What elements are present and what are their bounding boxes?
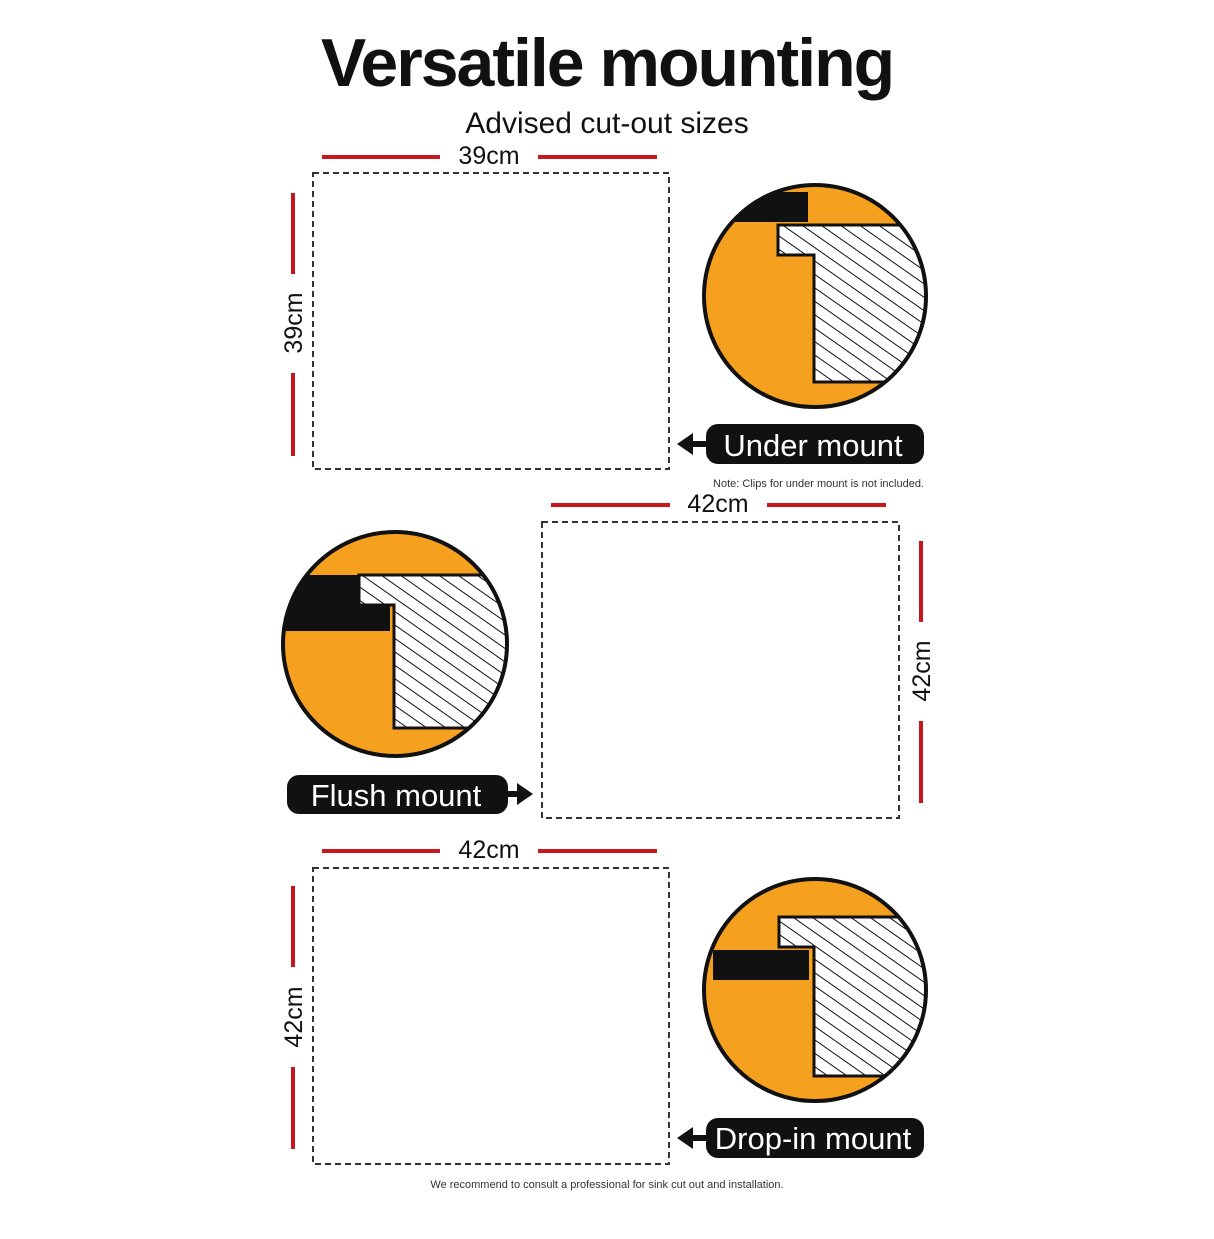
dropin-mount-detail-icon	[704, 879, 935, 1101]
height-dimension-label: 39cm	[280, 292, 308, 354]
flush-mount-section	[275, 490, 936, 818]
height-dimension-label: 42cm	[280, 986, 308, 1048]
dropin-mount-label-tag	[677, 1118, 924, 1158]
under-mount-section	[280, 142, 935, 490]
cut-out-outline	[313, 868, 669, 1164]
width-dimension-label: 42cm	[458, 836, 520, 864]
under-mount-label: Under mount	[723, 428, 903, 463]
page-title: Versatile mounting	[320, 25, 894, 101]
under-mount-label-tag	[677, 424, 924, 464]
flush-mount-label: Flush mount	[310, 778, 482, 813]
height-dimension-label: 42cm	[908, 640, 936, 702]
cut-out-outline	[542, 522, 899, 818]
flush-mount-detail-icon	[275, 532, 518, 756]
dropin-mount-label: Drop-in mount	[714, 1121, 912, 1156]
flush-mount-label-tag	[287, 775, 533, 814]
cut-out-outline	[313, 173, 669, 469]
width-dimension-label: 39cm	[458, 142, 520, 170]
under-mount-note: Note: Clips for under mount is not included.	[713, 478, 924, 490]
dropin-mount-section	[280, 836, 935, 1164]
page-subtitle: Advised cut-out sizes	[465, 107, 749, 140]
width-dimension-label: 42cm	[687, 490, 749, 518]
under-mount-detail-icon	[690, 185, 935, 407]
footer-recommendation: We recommend to consult a professional for sink cut out and installation.	[430, 1179, 784, 1191]
